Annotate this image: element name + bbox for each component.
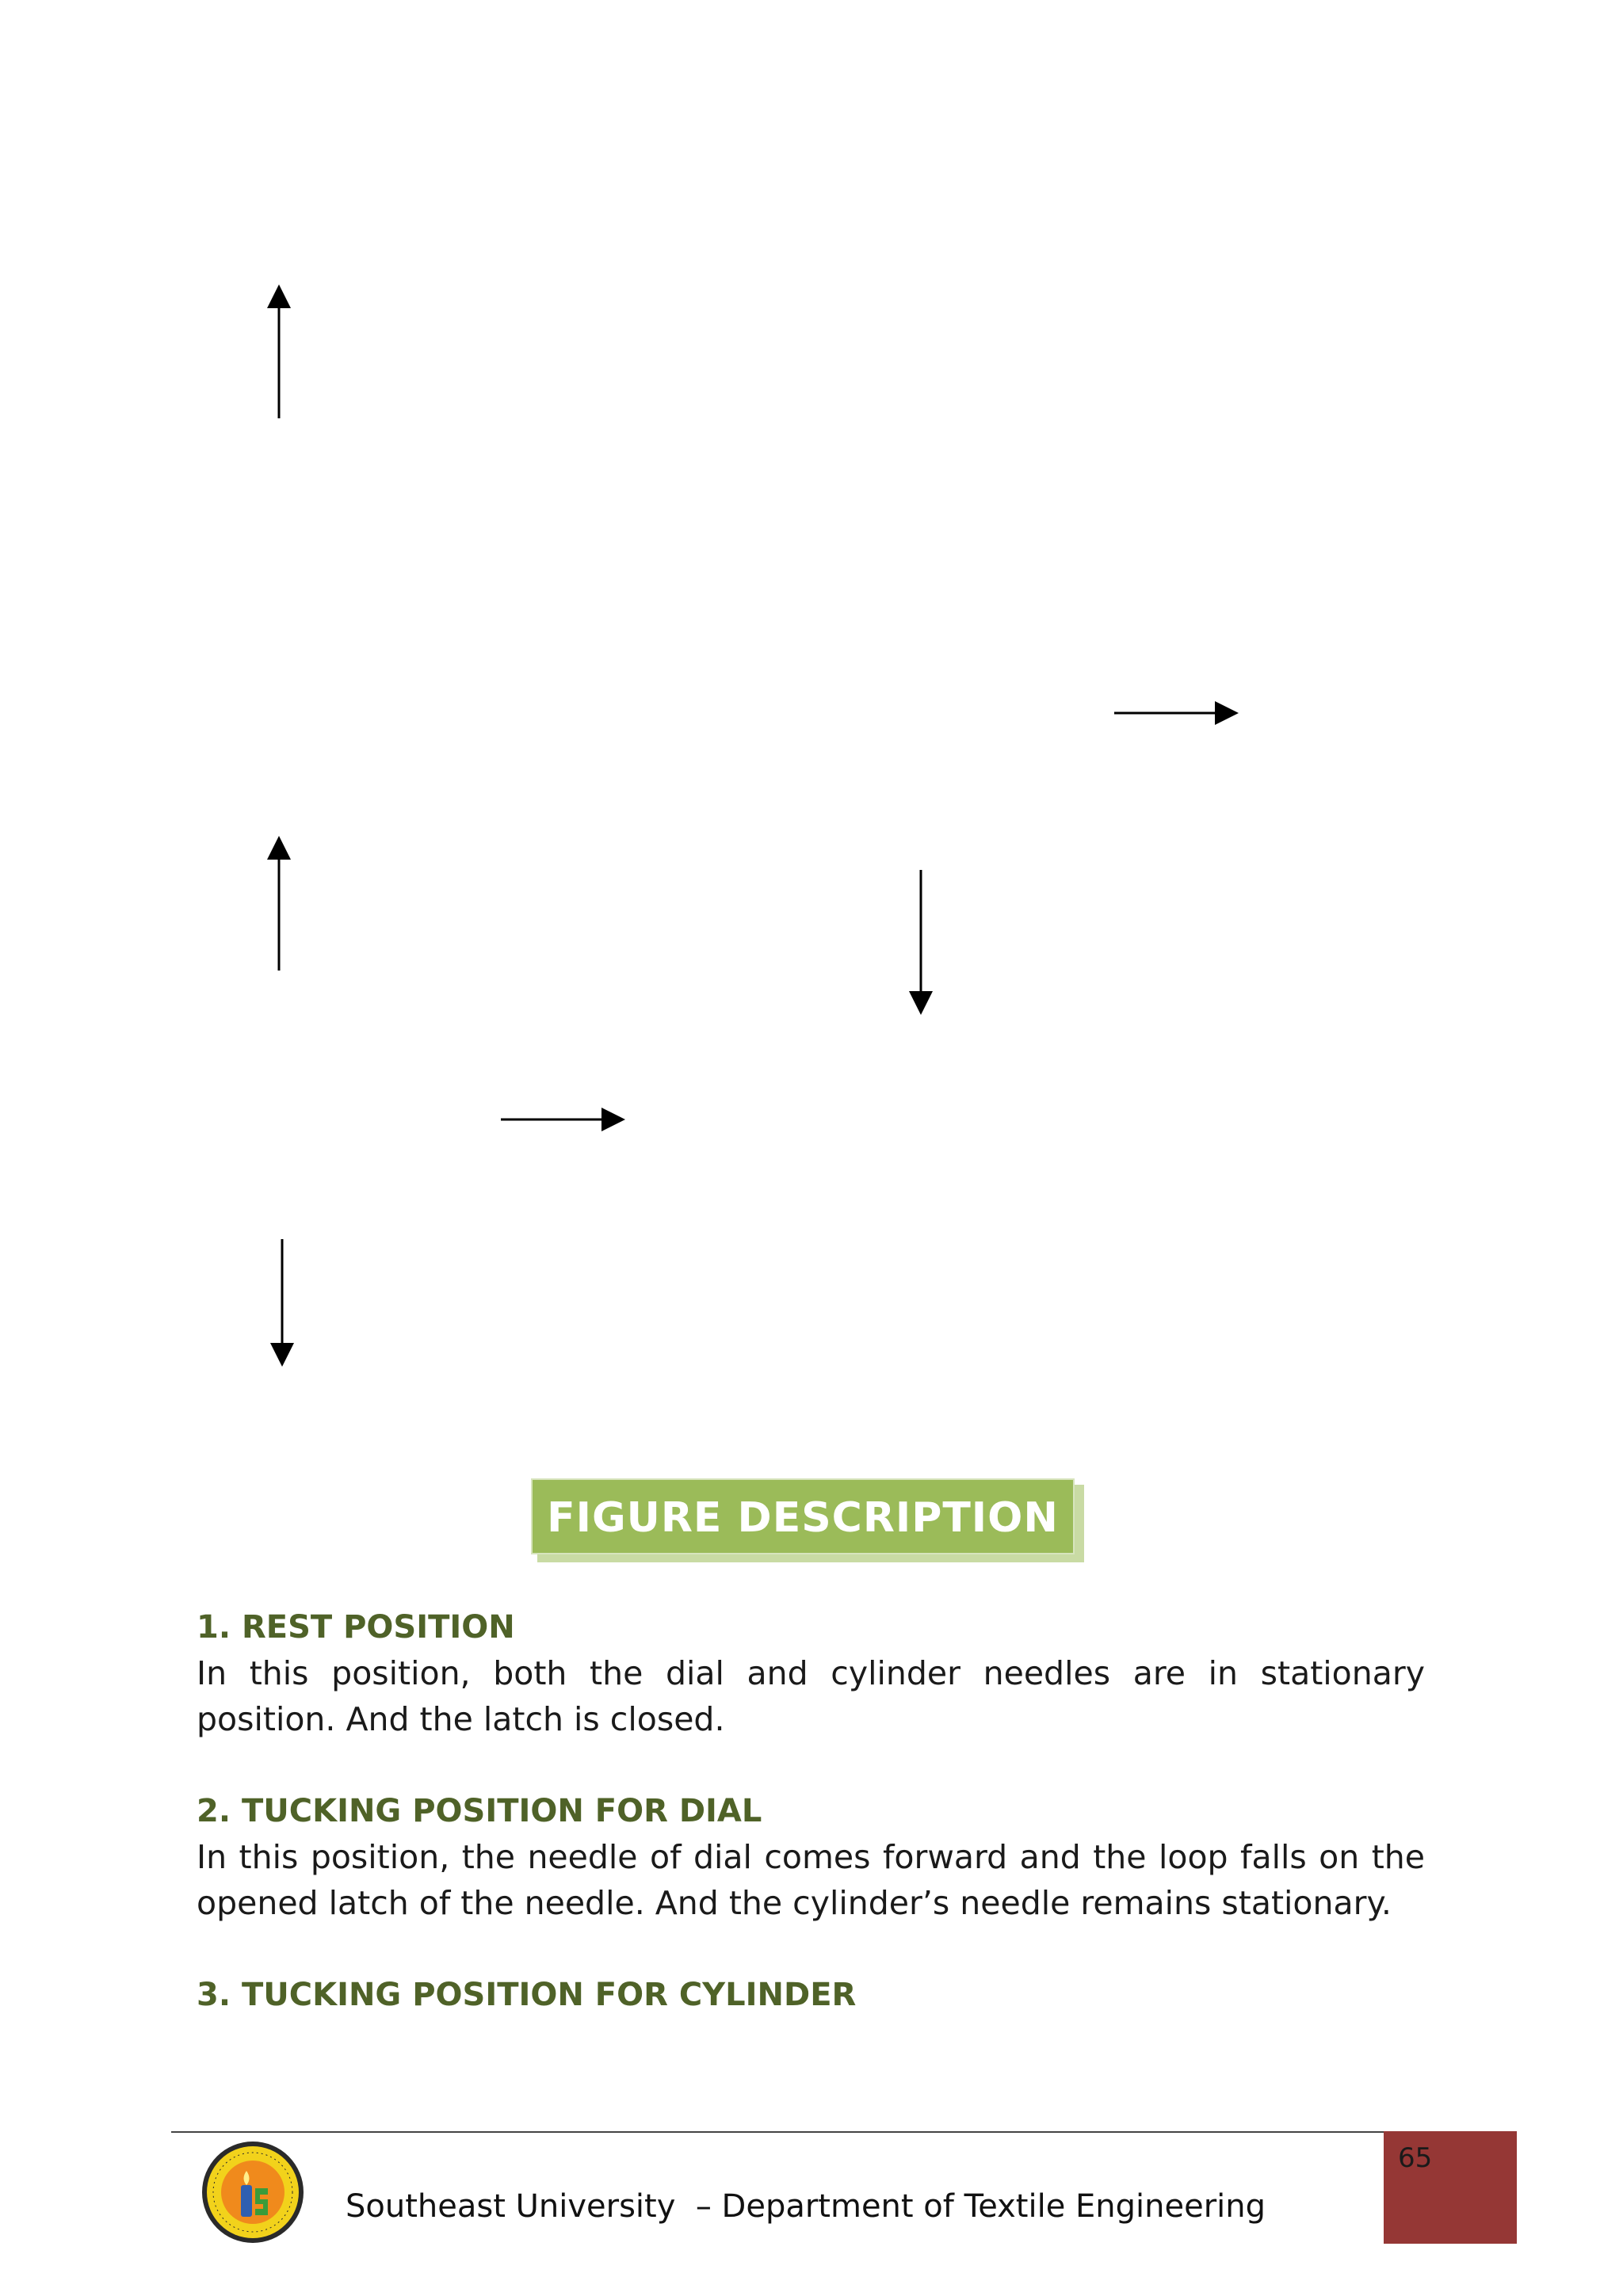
section-rest-position	[197, 1604, 1425, 1742]
section-heading: 2. TUCKING POSITION FOR DIAL	[197, 1793, 762, 1829]
section-paragraph: In this position, the needle of dial comes forward and the loop falls on the opened latch of the needle. And the cylinder’s needle remains stationary.	[197, 1838, 1425, 1922]
page-number-box	[1384, 2131, 1517, 2244]
document-body	[197, 1604, 1425, 2064]
page-number: 65	[1398, 2142, 1433, 2174]
figure-description-banner	[531, 1478, 1078, 1561]
footer-divider	[171, 2131, 1387, 2133]
university-logo	[200, 2139, 306, 2245]
section-paragraph: In this position, both the dial and cylinder needles are in stationary position. And the latch is closed.	[197, 1654, 1425, 1738]
section-tucking-cylinder	[197, 1972, 1425, 2018]
section-heading: 3. TUCKING POSITION FOR CYLINDER	[197, 1977, 857, 2013]
footer-institution: Southeast University – Department of Textile Engineering	[346, 2188, 1266, 2225]
figure-description-title: FIGURE DESCRIPTION	[531, 1478, 1075, 1554]
section-heading: 1. REST POSITION	[197, 1609, 515, 1646]
section-tucking-dial	[197, 1788, 1425, 1926]
